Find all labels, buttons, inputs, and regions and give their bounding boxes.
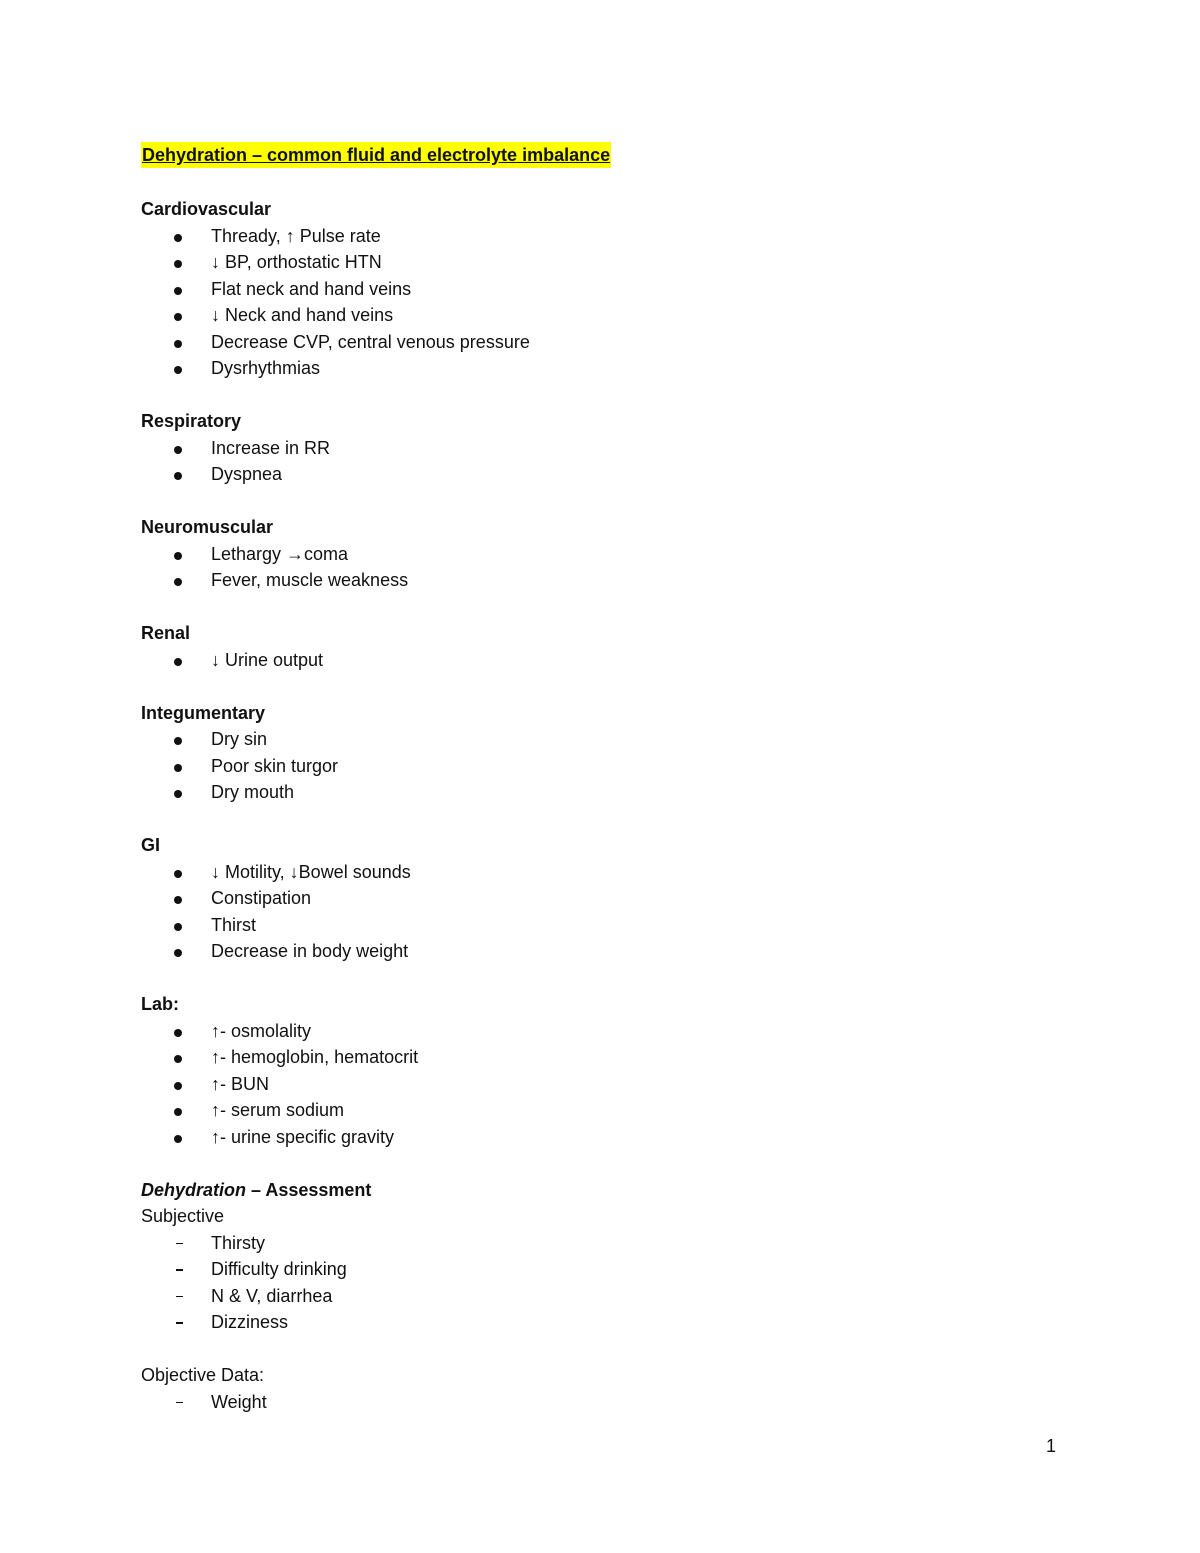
list-item-text: Weight [211,1391,267,1412]
bullet-icon [174,313,182,321]
document-title: Dehydration – common fluid and electrolyte imbalance [141,142,611,168]
section-list [141,541,1121,594]
list-item [141,1389,1121,1416]
assessment-heading: Dehydration – Assessment [141,1179,372,1200]
section-heading: Cardiovascular [141,199,272,219]
section-list [141,435,1121,488]
bullet-icon [174,340,182,348]
bullet-icon [174,870,182,878]
list-item-text: Poor skin turgor [211,755,339,776]
bullet-icon [174,896,182,904]
bullet-icon [174,234,182,242]
dash-icon [176,1296,183,1298]
bullet-icon [174,260,182,268]
list-item-text: Decrease in body weight [211,941,409,961]
document-body [141,142,1121,1415]
section-list [141,859,1121,965]
list-item [141,435,1121,462]
list-item-text: Dry mouth [211,782,295,802]
list-item-text: Thirst [211,914,256,935]
list-item [141,912,1121,939]
list-item [141,355,1121,382]
list-item [141,1256,1121,1283]
list-item [141,276,1121,303]
dash-icon [176,1243,183,1245]
page-number: 1 [1046,1436,1057,1456]
bullet-icon [174,949,182,957]
list-item [141,1097,1121,1124]
section-heading: Renal [141,623,191,643]
list-item-text: Constipation [211,888,312,908]
bullet-icon [174,764,182,772]
section-list [141,223,1121,382]
list-item-text: ↓ Urine output [211,649,324,670]
list-item [141,885,1121,912]
list-item [141,223,1121,250]
list-item-text: N & V, diarrhea [211,1285,333,1306]
dash-icon [176,1322,183,1324]
list-item [141,249,1121,276]
list-item-text: ↓ Neck and hand veins [211,305,394,325]
list-item [141,1309,1121,1336]
list-item-text: ↑- urine specific gravity [211,1126,395,1147]
list-item-text: ↑- osmolality [211,1020,312,1041]
list-item [141,859,1121,886]
list-item-text: Difficulty drinking [211,1259,347,1279]
dash-icon [176,1402,183,1404]
list-item-text: Lethargy →coma [211,543,349,564]
bullet-icon [174,1108,182,1116]
section-heading: Integumentary [141,702,266,723]
list-item [141,779,1121,806]
bullet-icon [174,923,182,931]
list-item [141,1124,1121,1151]
list-item [141,541,1121,568]
subjective-list [141,1230,1121,1336]
bullet-icon [174,552,182,560]
list-item [141,726,1121,753]
bullet-icon [174,446,182,454]
objective-label: Objective Data: [141,1365,265,1385]
list-item-text: Thready, ↑ Pulse rate [211,225,381,246]
list-item [141,1230,1121,1257]
section-heading: Lab: [141,994,179,1014]
list-item-text: Dysrhythmias [211,358,321,378]
list-item-text: Dry sin [211,729,268,749]
list-item-text: ↑- BUN [211,1073,269,1094]
list-item [141,461,1121,488]
list-item-text: ↑- serum sodium [211,1100,345,1120]
bullet-icon [174,366,182,374]
list-item-text: Flat neck and hand veins [211,278,412,299]
bullet-icon [174,737,182,745]
list-item [141,1018,1121,1045]
list-item [141,302,1121,329]
list-item-text: Thirsty [211,1232,265,1253]
list-item-text: Dyspnea [211,464,283,484]
section-heading: Neuromuscular [141,517,274,537]
objective-list [141,1389,1121,1416]
bullet-icon [174,1029,182,1037]
list-item-text: Dizziness [211,1312,289,1332]
bullet-icon [174,658,182,666]
section-list [141,726,1121,806]
list-item-text: ↓ Motility, ↓Bowel sounds [211,861,411,882]
list-item-text: ↓ BP, orthostatic HTN [211,252,382,272]
subjective-label: Subjective [141,1206,225,1226]
bullet-icon [174,1082,182,1090]
dash-icon [176,1269,183,1271]
list-item [141,1044,1121,1071]
section-heading: Respiratory [141,411,242,431]
list-item-text: Fever, muscle weakness [211,570,409,590]
bullet-icon [174,472,182,480]
bullet-icon [174,1055,182,1063]
bullet-icon [174,287,182,295]
list-item [141,1283,1121,1310]
list-item [141,1071,1121,1098]
bullet-icon [174,1135,182,1143]
list-item [141,329,1121,356]
list-item [141,753,1121,780]
list-item [141,567,1121,594]
section-heading: GI [141,835,161,855]
list-item [141,938,1121,965]
bullet-icon [174,790,182,798]
list-item [141,647,1121,674]
list-item-text: ↑- hemoglobin, hematocrit [211,1047,419,1067]
section-list [141,647,1121,674]
list-item-text: Decrease CVP, central venous pressure [211,331,530,352]
section-list [141,1018,1121,1151]
bullet-icon [174,578,182,586]
list-item-text: Increase in RR [211,437,331,458]
sections-container [141,196,1121,1177]
